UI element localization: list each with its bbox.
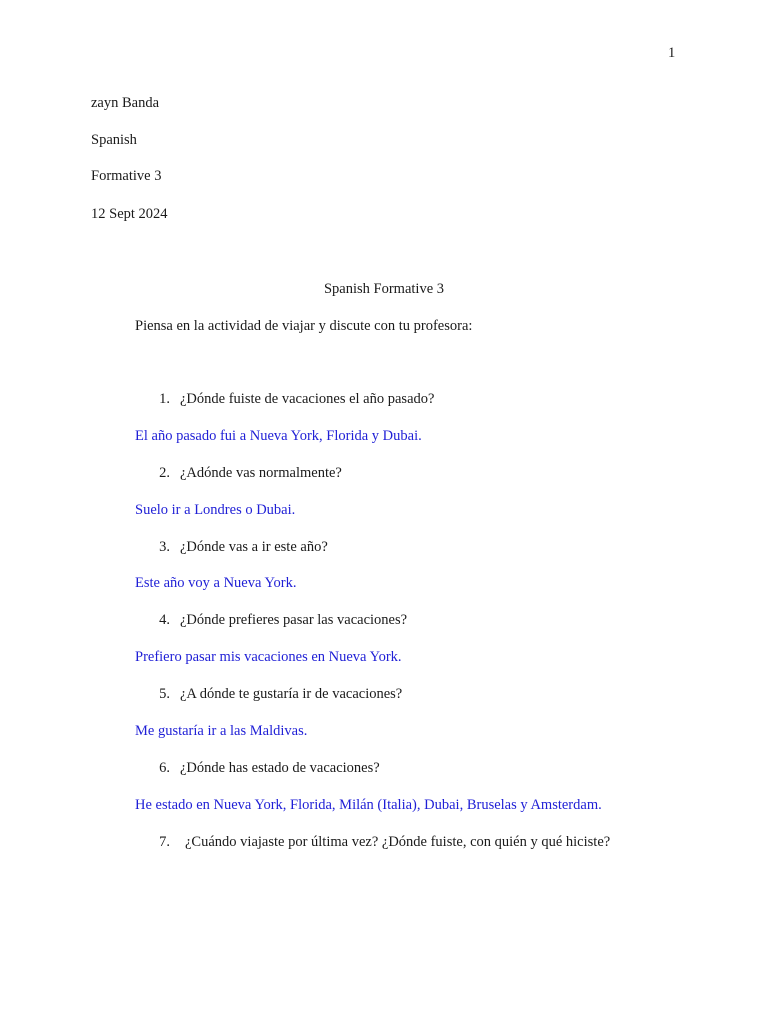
page-number: 1 (668, 45, 676, 61)
question-number: 4. (159, 612, 170, 628)
answer-text: El año pasado fui a Nueva York, Florida y Dubai. (135, 428, 422, 444)
question-number: 3. (159, 539, 170, 555)
instruction-text: Piensa en la actividad de viajar y discute con tu profesora: (135, 318, 473, 334)
question-text: ¿Dónde vas a ir este año? (180, 539, 328, 555)
question-text: ¿A dónde te gustaría ir de vacaciones? (180, 686, 403, 702)
question-text: ¿Dónde has estado de vacaciones? (180, 760, 380, 776)
document-date: 12 Sept 2024 (91, 206, 168, 222)
question-text: ¿Dónde prefieres pasar las vacaciones? (180, 612, 408, 628)
question-number: 2. (159, 465, 170, 481)
question-text: ¿Dónde fuiste de vacaciones el año pasado? (180, 391, 435, 407)
course-name: Spanish (91, 132, 137, 148)
question-text: ¿Cuándo viajaste por última vez? ¿Dónde fuiste, con quién y qué hiciste? (185, 834, 611, 850)
answer-text: Me gustaría ir a las Maldivas. (135, 723, 308, 739)
assignment-name: Formative 3 (91, 168, 162, 184)
question-number: 1. (159, 391, 170, 407)
question-text: ¿Adónde vas normalmente? (180, 465, 342, 481)
answer-text: Este año voy a Nueva York. (135, 575, 297, 591)
student-name: zayn Banda (91, 95, 160, 111)
answer-text: Prefiero pasar mis vacaciones en Nueva York. (135, 649, 402, 665)
question-number: 7. (159, 834, 170, 850)
question-number: 5. (159, 686, 170, 702)
answer-text: Suelo ir a Londres o Dubai. (135, 502, 296, 518)
question-number: 6. (159, 760, 170, 776)
document-title: Spanish Formative 3 (323, 281, 445, 297)
answer-text: He estado en Nueva York, Florida, Milán (Italia), Dubai, Bruselas y Amsterdam. (135, 797, 602, 813)
